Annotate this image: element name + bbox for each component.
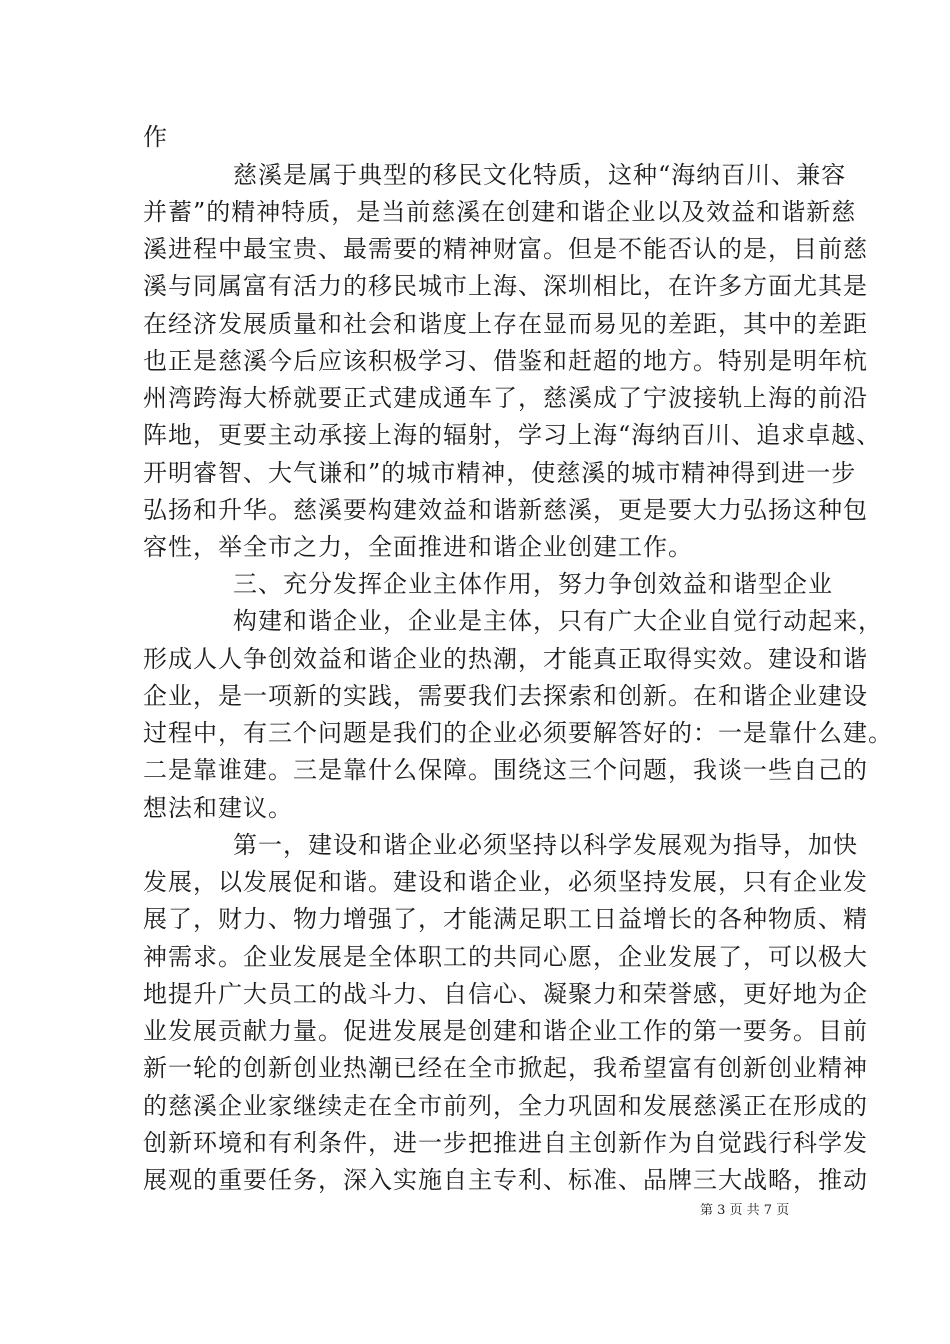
text-line: 溪进程中最宝贵、最需要的精神财富。但是不能否认的是，目前慈 — [143, 235, 868, 263]
paragraph-start-line: 第一，建设和谐企业必须坚持以科学发展观为指导，加快 — [233, 831, 858, 859]
text-line: 的慈溪企业家继续走在全市前列，全力巩固和发展慈溪正在形成的 — [143, 1092, 868, 1120]
text-line: 展观的重要任务，深入实施自主专利、标准、品牌三大战略，推动 — [143, 1166, 868, 1194]
text-line: 神需求。企业发展是全体职工的共同心愿，企业发展了，可以极大 — [143, 943, 868, 971]
text-line: 过程中，有三个问题是我们的企业必须要解答好的：一是靠什么建。 — [143, 719, 893, 747]
section-heading: 三、充分发挥企业主体作用，努力争创效益和谐型企业 — [233, 570, 833, 598]
text-line: 容性，举全市之力，全面推进和谐企业创建工作。 — [143, 533, 693, 561]
text-line: 展了，财力、物力增强了，才能满足职工日益增长的各种物质、精 — [143, 905, 868, 933]
text-line: 新一轮的创新创业热潮已经在全市掀起，我希望富有创新创业精神 — [143, 1054, 868, 1082]
text-line: 也正是慈溪今后应该积极学习、借鉴和赶超的地方。特别是明年杭 — [143, 347, 868, 375]
text-line: 在经济发展质量和社会和谐度上存在显而易见的差距，其中的差距 — [143, 310, 868, 338]
text-line: 想法和建议。 — [143, 794, 293, 822]
text-line: 阵地，更要主动承接上海的辐射，学习上海“海纳百川、追求卓越、 — [143, 421, 882, 449]
text-line: 二是靠谁建。三是靠什么保障。围绕这三个问题，我谈一些自己的 — [143, 756, 868, 784]
paragraph-start-line: 构建和谐企业，企业是主体，只有广大企业自觉行动起来， — [233, 607, 883, 635]
text-line: 地提升广大员工的战斗力、自信心、凝聚力和荣誉感，更好地为企 — [143, 980, 868, 1008]
text-line: 发展，以发展促和谐。建设和谐企业，必须坚持发展，只有企业发 — [143, 868, 868, 896]
page-number: 第 3 页 共 7 页 — [700, 1203, 790, 1218]
text-line: 企业，是一项新的实践，需要我们去探索和创新。在和谐企业建设 — [143, 682, 868, 710]
text-line: 州湾跨海大桥就要正式建成通车了，慈溪成了宁波接轨上海的前沿 — [143, 384, 868, 412]
text-line: 溪与同属富有活力的移民城市上海、深圳相比，在许多方面尤其是 — [143, 272, 868, 300]
text-line: 并蓄”的精神特质，是当前慈溪在创建和谐企业以及效益和谐新慈 — [143, 198, 857, 226]
text-line: 弘扬和升华。慈溪要构建效益和谐新慈溪，更是要大力弘扬这种包 — [143, 496, 868, 524]
text-line: 创新环境和有利条件，进一步把推进自主创新作为自觉践行科学发 — [143, 1129, 868, 1157]
text-line: 开明睿智、大气谦和”的城市精神，使慈溪的城市精神得到进一步 — [143, 459, 857, 487]
text-line: 形成人人争创效益和谐企业的热潮，才能真正取得实效。建设和谐 — [143, 645, 868, 673]
text-line: 业发展贡献力量。促进发展是创建和谐企业工作的第一要务。目前 — [143, 1017, 868, 1045]
text-line: 作 — [143, 123, 168, 151]
paragraph-start-line: 慈溪是属于典型的移民文化特质，这种“海纳百川、兼容 — [233, 161, 847, 189]
